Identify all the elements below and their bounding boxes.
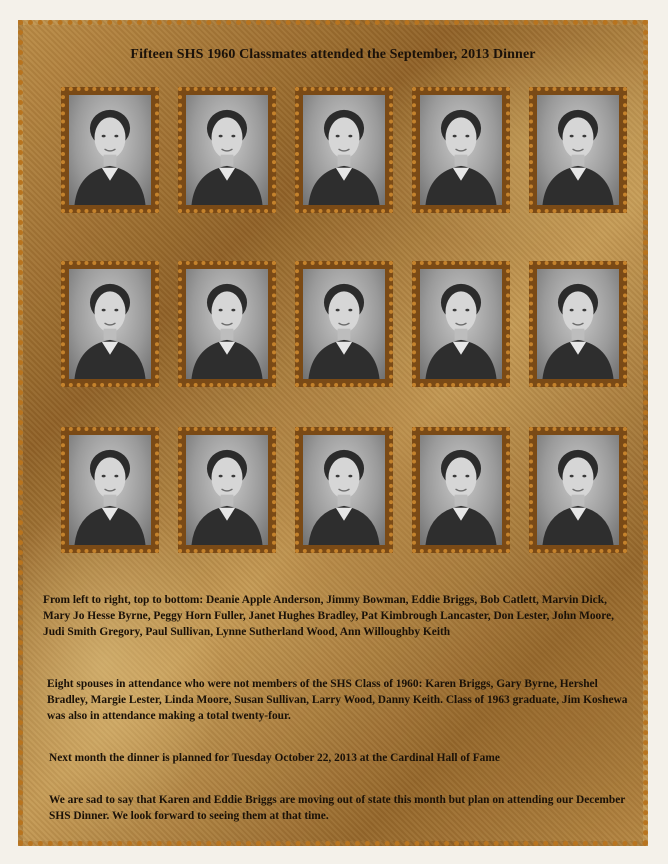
portrait-silhouette-icon (186, 435, 268, 545)
portrait-silhouette-icon (69, 269, 151, 379)
portrait-silhouette-icon (303, 95, 385, 205)
portrait-silhouette-icon (537, 435, 619, 545)
portrait-photo (295, 87, 393, 213)
portrait-silhouette-icon (537, 269, 619, 379)
portrait-silhouette-icon (303, 269, 385, 379)
portrait-photo (529, 87, 627, 213)
portrait-silhouette-icon (186, 95, 268, 205)
farewell-paragraph: We are sad to say that Karen and Eddie Briggs are moving out of state this month but plan on attending our December SHS Dinner. We look forward to seeing them at that time. (49, 794, 626, 822)
decorative-frame (18, 20, 648, 846)
portrait-photo (61, 261, 159, 387)
portrait-silhouette-icon (537, 95, 619, 205)
portrait-photo (295, 427, 393, 553)
portrait-photo (412, 261, 510, 387)
portrait-photo (178, 87, 276, 213)
portrait-photo (178, 261, 276, 387)
portrait-photo (529, 427, 627, 553)
spouses-paragraph: Eight spouses in attendance who were not members of the SHS Class of 1960: Karen Briggs, Gary Byrne, Hershel Bradley, Margie Lester, Linda Moore, Susan Sullivan, Larry Wood, Danny Keith. Class of 1963 graduate, Jim Koshewa was also in attendance making a total twenty-four. (47, 678, 628, 722)
portrait-silhouette-icon (303, 435, 385, 545)
portrait-silhouette-icon (69, 435, 151, 545)
portrait-silhouette-icon (69, 95, 151, 205)
portrait-silhouette-icon (186, 269, 268, 379)
portrait-photo (412, 87, 510, 213)
page-title: Fifteen SHS 1960 Classmates attended the September, 2013 Dinner (130, 47, 536, 62)
portrait-photo (295, 261, 393, 387)
portrait-silhouette-icon (420, 269, 502, 379)
portrait-photo (178, 427, 276, 553)
portrait-photo (61, 87, 159, 213)
names-caption: From left to right, top to bottom: Deanie Apple Anderson, Jimmy Bowman, Eddie Briggs, Bob Catlett, Marvin Dick, Mary Jo Hesse Byrne, Peggy Horn Fuller, Janet Hughes Bradley, Pat Kimbrough Lancaster, Don Lester, John Moore, Judi Smith Gregory, Paul Sullivan, Lynne Sutherland Wood, Ann Willoughby Keith (43, 594, 614, 638)
portrait-photo (412, 427, 510, 553)
next-dinner-paragraph: Next month the dinner is planned for Tuesday October 22, 2013 at the Cardinal Hall of Fame (49, 752, 500, 764)
portrait-photo (61, 427, 159, 553)
portrait-photo (529, 261, 627, 387)
portrait-silhouette-icon (420, 95, 502, 205)
portrait-silhouette-icon (420, 435, 502, 545)
